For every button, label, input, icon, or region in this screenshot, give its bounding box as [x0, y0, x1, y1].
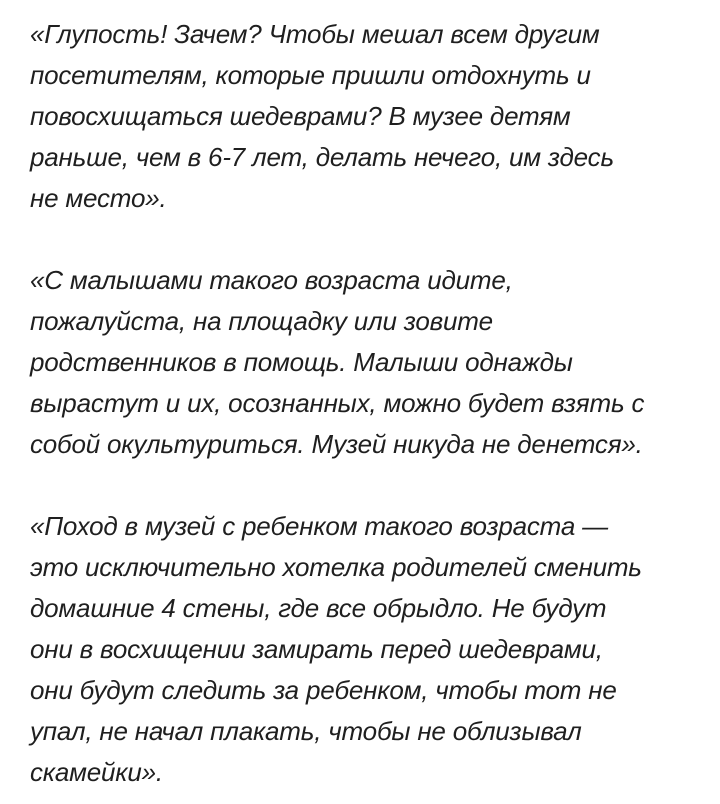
text-line: они будут следить за ребенком, чтобы тот не — [30, 675, 617, 705]
text-line: пожалуйста, на площадку или зовите — [30, 306, 493, 336]
text-line: не место». — [30, 183, 167, 213]
article-body — [30, 14, 698, 793]
paragraph-spacer — [30, 219, 698, 260]
text-line: раньше, чем в 6-7 лет, делать нечего, им здесь — [30, 142, 614, 172]
quote-paragraph-1 — [30, 14, 698, 219]
text-line: повосхищаться шедеврами? В музее детям — [30, 101, 571, 131]
text-line: посетителям, которые пришли отдохнуть и — [30, 60, 591, 90]
text-line: вырастут и их, осознанных, можно будет взять с — [30, 388, 645, 418]
quote-paragraph-3 — [30, 506, 698, 793]
text-line: «Поход в музей с ребенком такого возраста — — [30, 511, 608, 541]
text-line: они в восхищении замирать перед шедеврами, — [30, 634, 603, 664]
text-line: упал, не начал плакать, чтобы не облизывал — [30, 716, 582, 746]
text-line: «С малышами такого возраста идите, — [30, 265, 513, 295]
text-line: это исключительно хотелка родителей сменить — [30, 552, 642, 582]
text-line: домашние 4 стены, где все обрыдло. Не будут — [30, 593, 607, 623]
text-line: родственников в помощь. Малыши однажды — [30, 347, 573, 377]
text-line: «Глупость! Зачем? Чтобы мешал всем другим — [30, 19, 600, 49]
text-line: скамейки». — [30, 757, 163, 787]
quote-paragraph-2 — [30, 260, 698, 465]
paragraph-spacer — [30, 465, 698, 506]
text-line: собой окультуриться. Музей никуда не денется». — [30, 429, 643, 459]
